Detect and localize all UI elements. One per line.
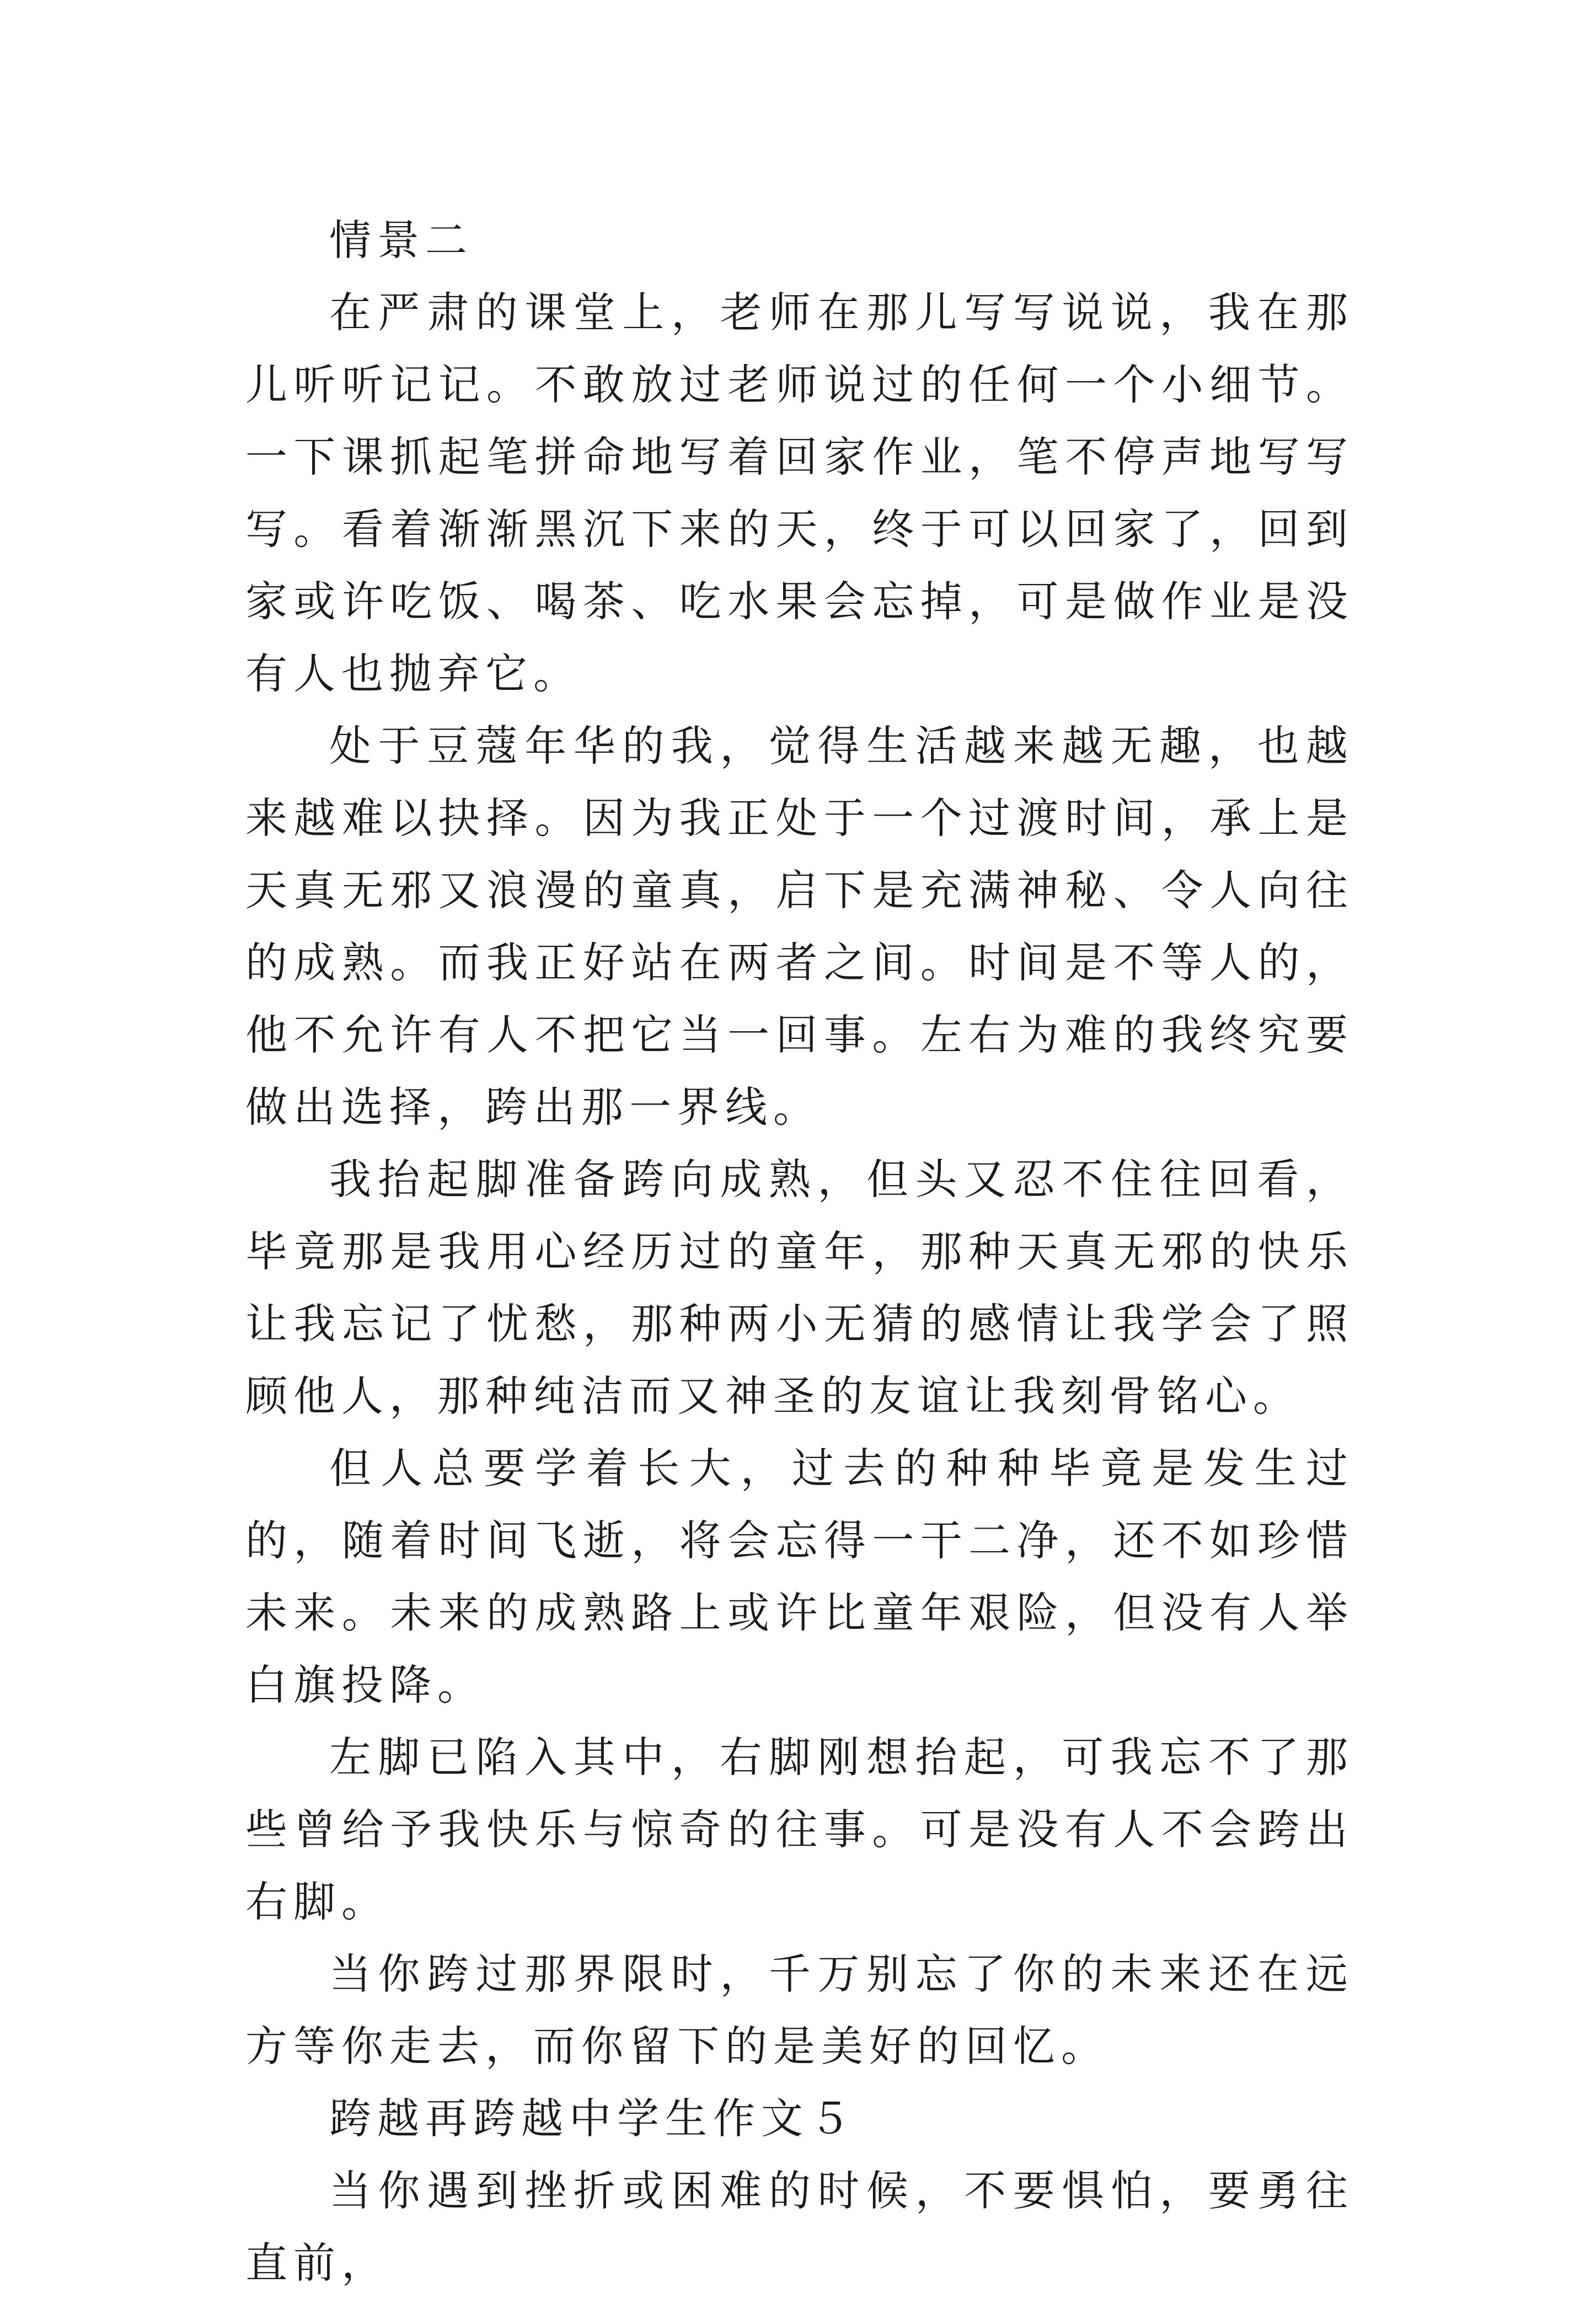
paragraph: 在严肃的课堂上，老师在那儿写写说说，我在那儿听听记记。不敢放过老师说过的任何一个小细节。一下课抓起笔拼命地写着回家作业，笔不停声地写写写。看着渐渐黑沉下来的天，终于可以回家了，回到家或许吃饭、喝茶、吃水果会忘掉，可是做作业是没有人也抛弃它。 xyxy=(245,288,1354,698)
paragraph: 当你跨过那界限时，千万别忘了你的未来还在远方等你走去，而你留下的是美好的回忆。 xyxy=(245,1949,1354,2071)
paragraph: 左脚已陷入其中，右脚刚想抬起，可我忘不了那些曾给予我快乐与惊奇的往事。可是没有人不会跨出右脚。 xyxy=(245,1733,1354,1926)
section-heading: 情景二 xyxy=(329,216,473,265)
essay-title: 跨越再跨越中学生作文５ xyxy=(329,2094,857,2143)
paragraph: 处于豆蔻年华的我，觉得生活越来越无趣，也越来越难以抉择。因为我正处于一个过渡时间，承上是天真无邪又浪漫的童真，启下是充满神秘、令人向往的成熟。而我正好站在两者之间。时间是不等人的，他不允许有人不把它当一回事。左右为难的我终究要做出选择，跨出那一界线。 xyxy=(245,721,1354,1132)
paragraph: 当你遇到挫折或困难的时候，不要惧怕，要勇往直前， xyxy=(245,2166,1354,2287)
paragraph: 我抬起脚准备跨向成熟，但头又忍不住往回看，毕竟那是我用心经历过的童年，那种天真无邪的快乐让我忘记了忧愁，那种两小无猜的感情让我学会了照顾他人，那种纯洁而又神圣的友谊让我刻骨铭心。 xyxy=(245,1155,1354,1421)
paragraph: 但人总要学着长大，过去的种种毕竟是发生过的，随着时间飞逝，将会忘得一干二净，还不如珍惜未来。未来的成熟路上或许比童年艰险，但没有人举白旗投降。 xyxy=(245,1444,1354,1709)
document-body xyxy=(245,204,1354,2299)
